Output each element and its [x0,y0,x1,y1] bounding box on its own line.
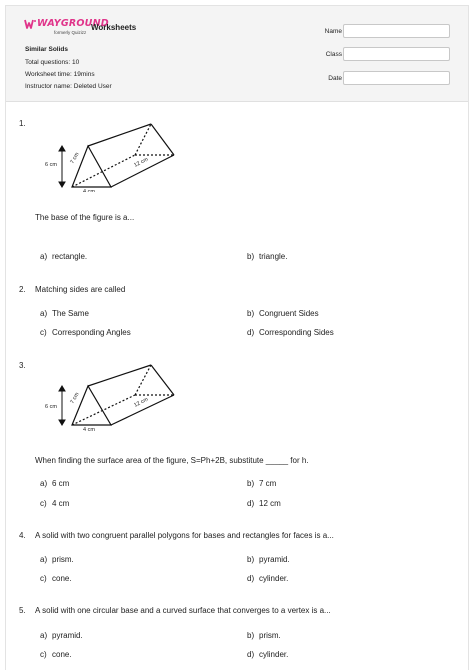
question-number: 5. [19,606,26,615]
option-a[interactable]: a) rectangle. [40,252,88,261]
total-questions: Total questions: 10 [25,59,80,66]
option-c[interactable]: c) cone. [40,650,72,659]
question-text: A solid with two congruent parallel polygons for bases and rectangles for faces is a... [35,531,334,540]
option-d[interactable]: d) Corresponding Sides [247,328,334,337]
worksheet-title: Similar Solids [25,46,68,53]
option-d[interactable]: d) cylinder. [247,574,289,583]
worksheet-page [5,5,469,670]
logo-wordmark: WAYGROUND [37,18,109,29]
option-d[interactable]: d) cylinder. [247,650,289,659]
option-c[interactable]: c) 4 cm [40,499,70,508]
question-number: 3. [19,361,26,370]
option-a[interactable]: a) The Same [40,309,89,318]
question-text: A solid with one circular base and a curved surface that converges to a vertex is a... [35,606,331,615]
worksheet-header [6,6,468,102]
slant-label: 7 cm [69,151,81,165]
question-text: Matching sides are called [35,285,126,294]
question-number: 4. [19,531,26,540]
logo-subtext: formerly Quizizz [54,30,87,35]
option-d[interactable]: d) 12 cm [247,499,281,508]
wayground-logo-icon [24,19,36,29]
option-c[interactable]: c) Corresponding Angles [40,328,131,337]
instructor-name: Instructor name: Deleted User [25,83,112,90]
class-label: Class [325,51,342,58]
name-label: Name [324,28,342,35]
name-field[interactable] [343,24,450,38]
triangular-prism-figure [40,362,190,434]
question-text: When finding the surface area of the figure, S=Ph+2B, substitute _____ for h. [35,456,309,465]
base-label: 4 cm [83,189,95,192]
worksheet-time: Worksheet time: 19mins [25,71,95,78]
length-label: 12 cm [133,156,150,169]
class-field[interactable] [343,47,450,61]
option-b[interactable]: b) Congruent Sides [247,309,319,318]
option-b[interactable]: b) pyramid. [247,555,290,564]
date-field[interactable] [343,71,450,85]
date-label: Date [328,75,342,82]
height-label: 6 cm [45,162,57,168]
slant-label: 7 cm [69,391,81,405]
doc-type-label: Worksheets [91,23,137,32]
option-a[interactable]: a) prism. [40,555,74,564]
option-a[interactable]: a) 6 cm [40,479,70,488]
triangular-prism-figure [40,120,190,192]
length-label: 12 cm [133,396,150,409]
option-b[interactable]: b) triangle. [247,252,288,261]
question-number: 1. [19,119,26,128]
question-text: The base of the figure is a... [35,213,135,222]
option-b[interactable]: b) prism. [247,631,281,640]
option-b[interactable]: b) 7 cm [247,479,277,488]
option-c[interactable]: c) cone. [40,574,72,583]
base-label: 4 cm [83,427,95,433]
question-number: 2. [19,285,26,294]
height-label: 6 cm [45,404,57,410]
option-a[interactable]: a) pyramid. [40,631,83,640]
